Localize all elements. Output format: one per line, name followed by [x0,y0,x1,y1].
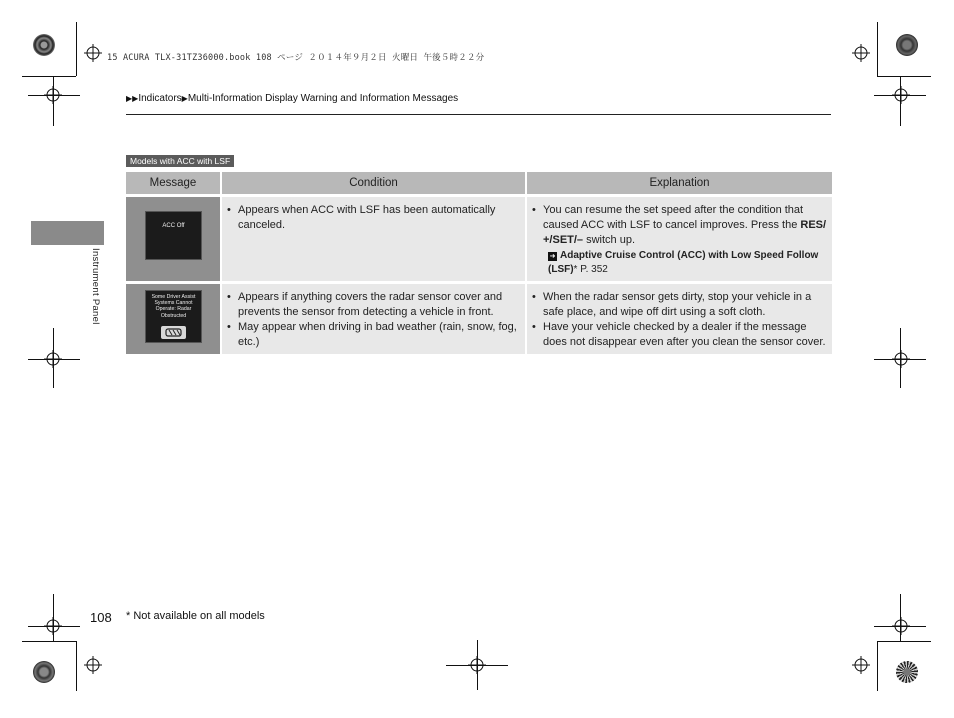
condition-item: • May appear when driving in bad weather (rain, snow, fog, etc.) [227,320,521,350]
table-row [126,196,832,283]
breadcrumb-separator: ▶ [181,94,188,103]
message-image-cell [126,196,221,283]
table-header-row [126,172,832,196]
table-row [126,283,832,355]
message-table [126,172,832,354]
explanation-item: • When the radar sensor gets dirty, stop your vehicle in a safe place, and wipe off dirt using a soft cloth. [532,290,828,320]
registration-ball-icon [33,34,55,56]
column-header-message: Message [126,172,221,196]
chapter-tab [31,221,104,245]
reference-page: * P. 352 [573,264,608,275]
cross-reference-link[interactable]: ➜ Adaptive Cruise Control (ACC) with Low Speed Follow (LSF)* P. 352 [548,250,819,275]
condition-item: • Appears when ACC with LSF has been automatically canceled. [227,203,521,233]
registration-ball-icon [896,34,918,56]
switch-name: RES/ +/SET/– [543,219,827,246]
column-header-explanation: Explanation [526,172,832,196]
message-image-cell [126,283,221,355]
acc-off-display [145,211,202,260]
column-header-condition: Condition [221,172,526,196]
condition-item: • Appears if anything covers the radar sensor cover and prevents the sensor from detecting a vehicle in front. [227,290,521,320]
breadcrumb [126,93,458,104]
header-rule [126,114,831,115]
model-badge: Models with ACC with LSF [126,155,234,167]
breadcrumb-arrows: ▶▶ [126,94,139,103]
chapter-label: Instrument Panel [90,248,101,325]
crosshair-icon [84,656,102,674]
crosshair-icon [84,44,102,62]
explanation-cell [526,196,832,283]
book-header: 15 ACURA TLX-31TZ36000.book 108 ページ ２０１４年９月２日 火曜日 午後５時２２分 [107,53,485,63]
explanation-item: • You can resume the set speed after the condition that caused ACC with LSF to cancel improves. Press the RES/ +/SET/– switch up. [532,203,828,248]
display-text: ACC Off [162,223,185,229]
crosshair-icon [852,44,870,62]
radar-obstructed-display [145,290,202,343]
reference-arrow-icon: ➜ [549,253,556,260]
page-number: 108 [90,610,112,625]
crosshair-icon [852,656,870,674]
display-text: Some Driver Assist Systems Cannot Operate: Radar Obstructed [151,294,196,319]
explanation-item: • Have your vehicle checked by a dealer if the message does not disappear even after you clean the sensor cover. [532,320,828,350]
breadcrumb-page[interactable]: Multi-Information Display Warning and Information Messages [187,93,459,104]
condition-cell [221,283,526,355]
explanation-cell [526,283,832,355]
registration-ball-icon [33,661,55,683]
breadcrumb-section[interactable]: Indicators [138,93,182,104]
condition-cell [221,196,526,283]
registration-ball-icon [896,661,918,683]
footnote: * Not available on all models [126,610,265,622]
radar-sensor-icon [161,326,186,339]
